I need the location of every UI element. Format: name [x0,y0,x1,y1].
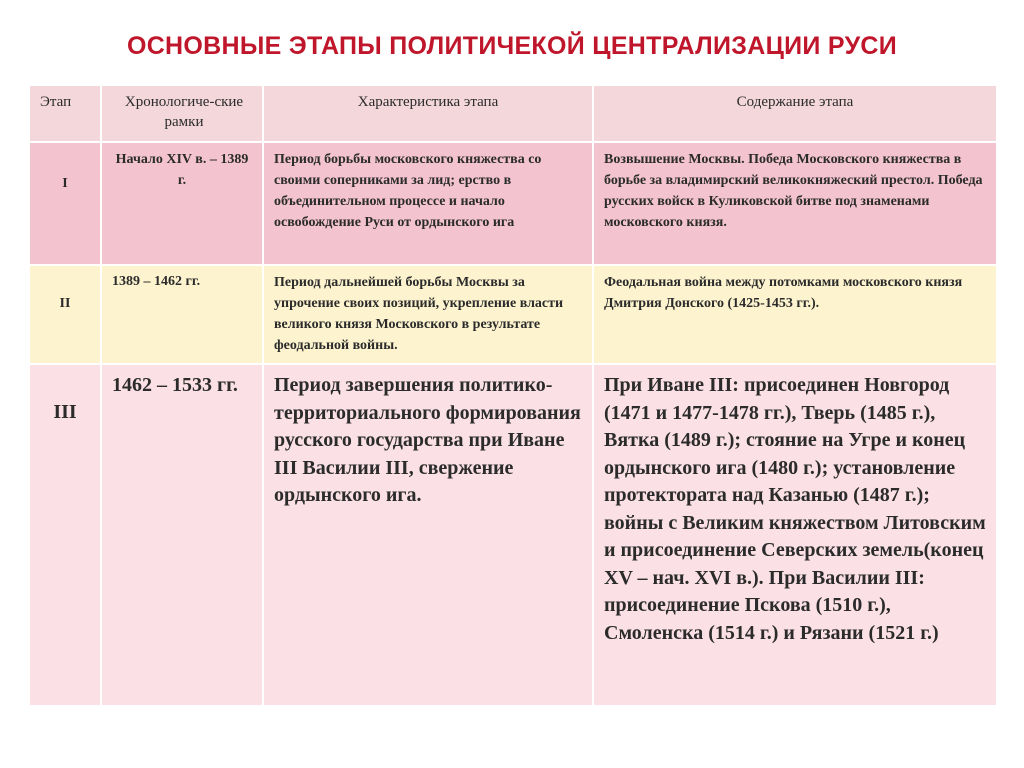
stage-content: Феодальная война между потомками московского князя Дмитрия Донского (1425-1453 гг.). [604,275,963,311]
content-cell [593,364,997,706]
stage-cell [29,364,101,706]
stage-cell [29,265,101,364]
stage-content: Возвышение Москвы. Победа Московского княжества в борьбе за владимирский великокняжеский престол. Победа русских войск в Куликовской битве под знаменами московского князя. [604,152,983,230]
stage-number: II [59,296,71,311]
stage-cell [29,142,101,265]
stage-characteristic: Период завершения политико-территориального формирования русского государства при Иване III Василии III, свержение ордынского ига. [274,374,581,506]
header-chronology: Хронологиче-ские рамки [101,85,263,142]
stage-number: I [62,176,68,191]
content-cell [593,142,997,265]
page-title: ОСНОВНЫЕ ЭТАПЫ ПОЛИТИЧЕКОЙ ЦЕНТРАЛИЗАЦИИ РУСИ [126,32,898,60]
stage-characteristic: Период борьбы московского княжества со своими соперниками за лид; ерство в объединительном процессе и начало освобождение Руси от ордынского ига [274,152,542,230]
dates-cell [101,142,263,265]
stage-dates: 1389 – 1462 гг. [112,274,201,289]
header-stage: Этап [29,85,101,142]
header-characteristic: Характеристика этапа [263,85,593,142]
stage-content: При Иване III: присоединен Новгород (1471 и 1477-1478 гг.), Тверь (1485 г.), Вятка (1489 г.); стояние на Угре и конец ордынского ига (1480 г.); установление протектората над Казанью (1487 г.); войны с Великим княжеством Литовским и присоединение Северских земель(конец XV – нач. XVI в.). При Василии III: присоединение Пскова (1510 г.), Смоленска (1514 г.) и Рязани (1521 г.) [604,374,986,644]
dates-cell [101,364,263,706]
table-row [29,265,997,364]
dates-cell [101,265,263,364]
stage-number: III [53,401,77,423]
characteristic-cell [263,142,593,265]
stage-characteristic: Период дальнейшей борьбы Москвы за упрочение своих позиций, укрепление власти великого князя Московского в результате феодальной войны. [274,275,564,353]
table-header-row [29,85,997,142]
stages-table [28,84,998,707]
content-cell [593,265,997,364]
header-content: Содержание этапа [593,85,997,142]
characteristic-cell [263,364,593,706]
table-row [29,364,997,706]
table-row [29,142,997,265]
stage-dates: Начало XIV в. – 1389 г. [115,152,249,188]
stage-dates: 1462 – 1533 гг. [112,374,238,396]
characteristic-cell [263,265,593,364]
